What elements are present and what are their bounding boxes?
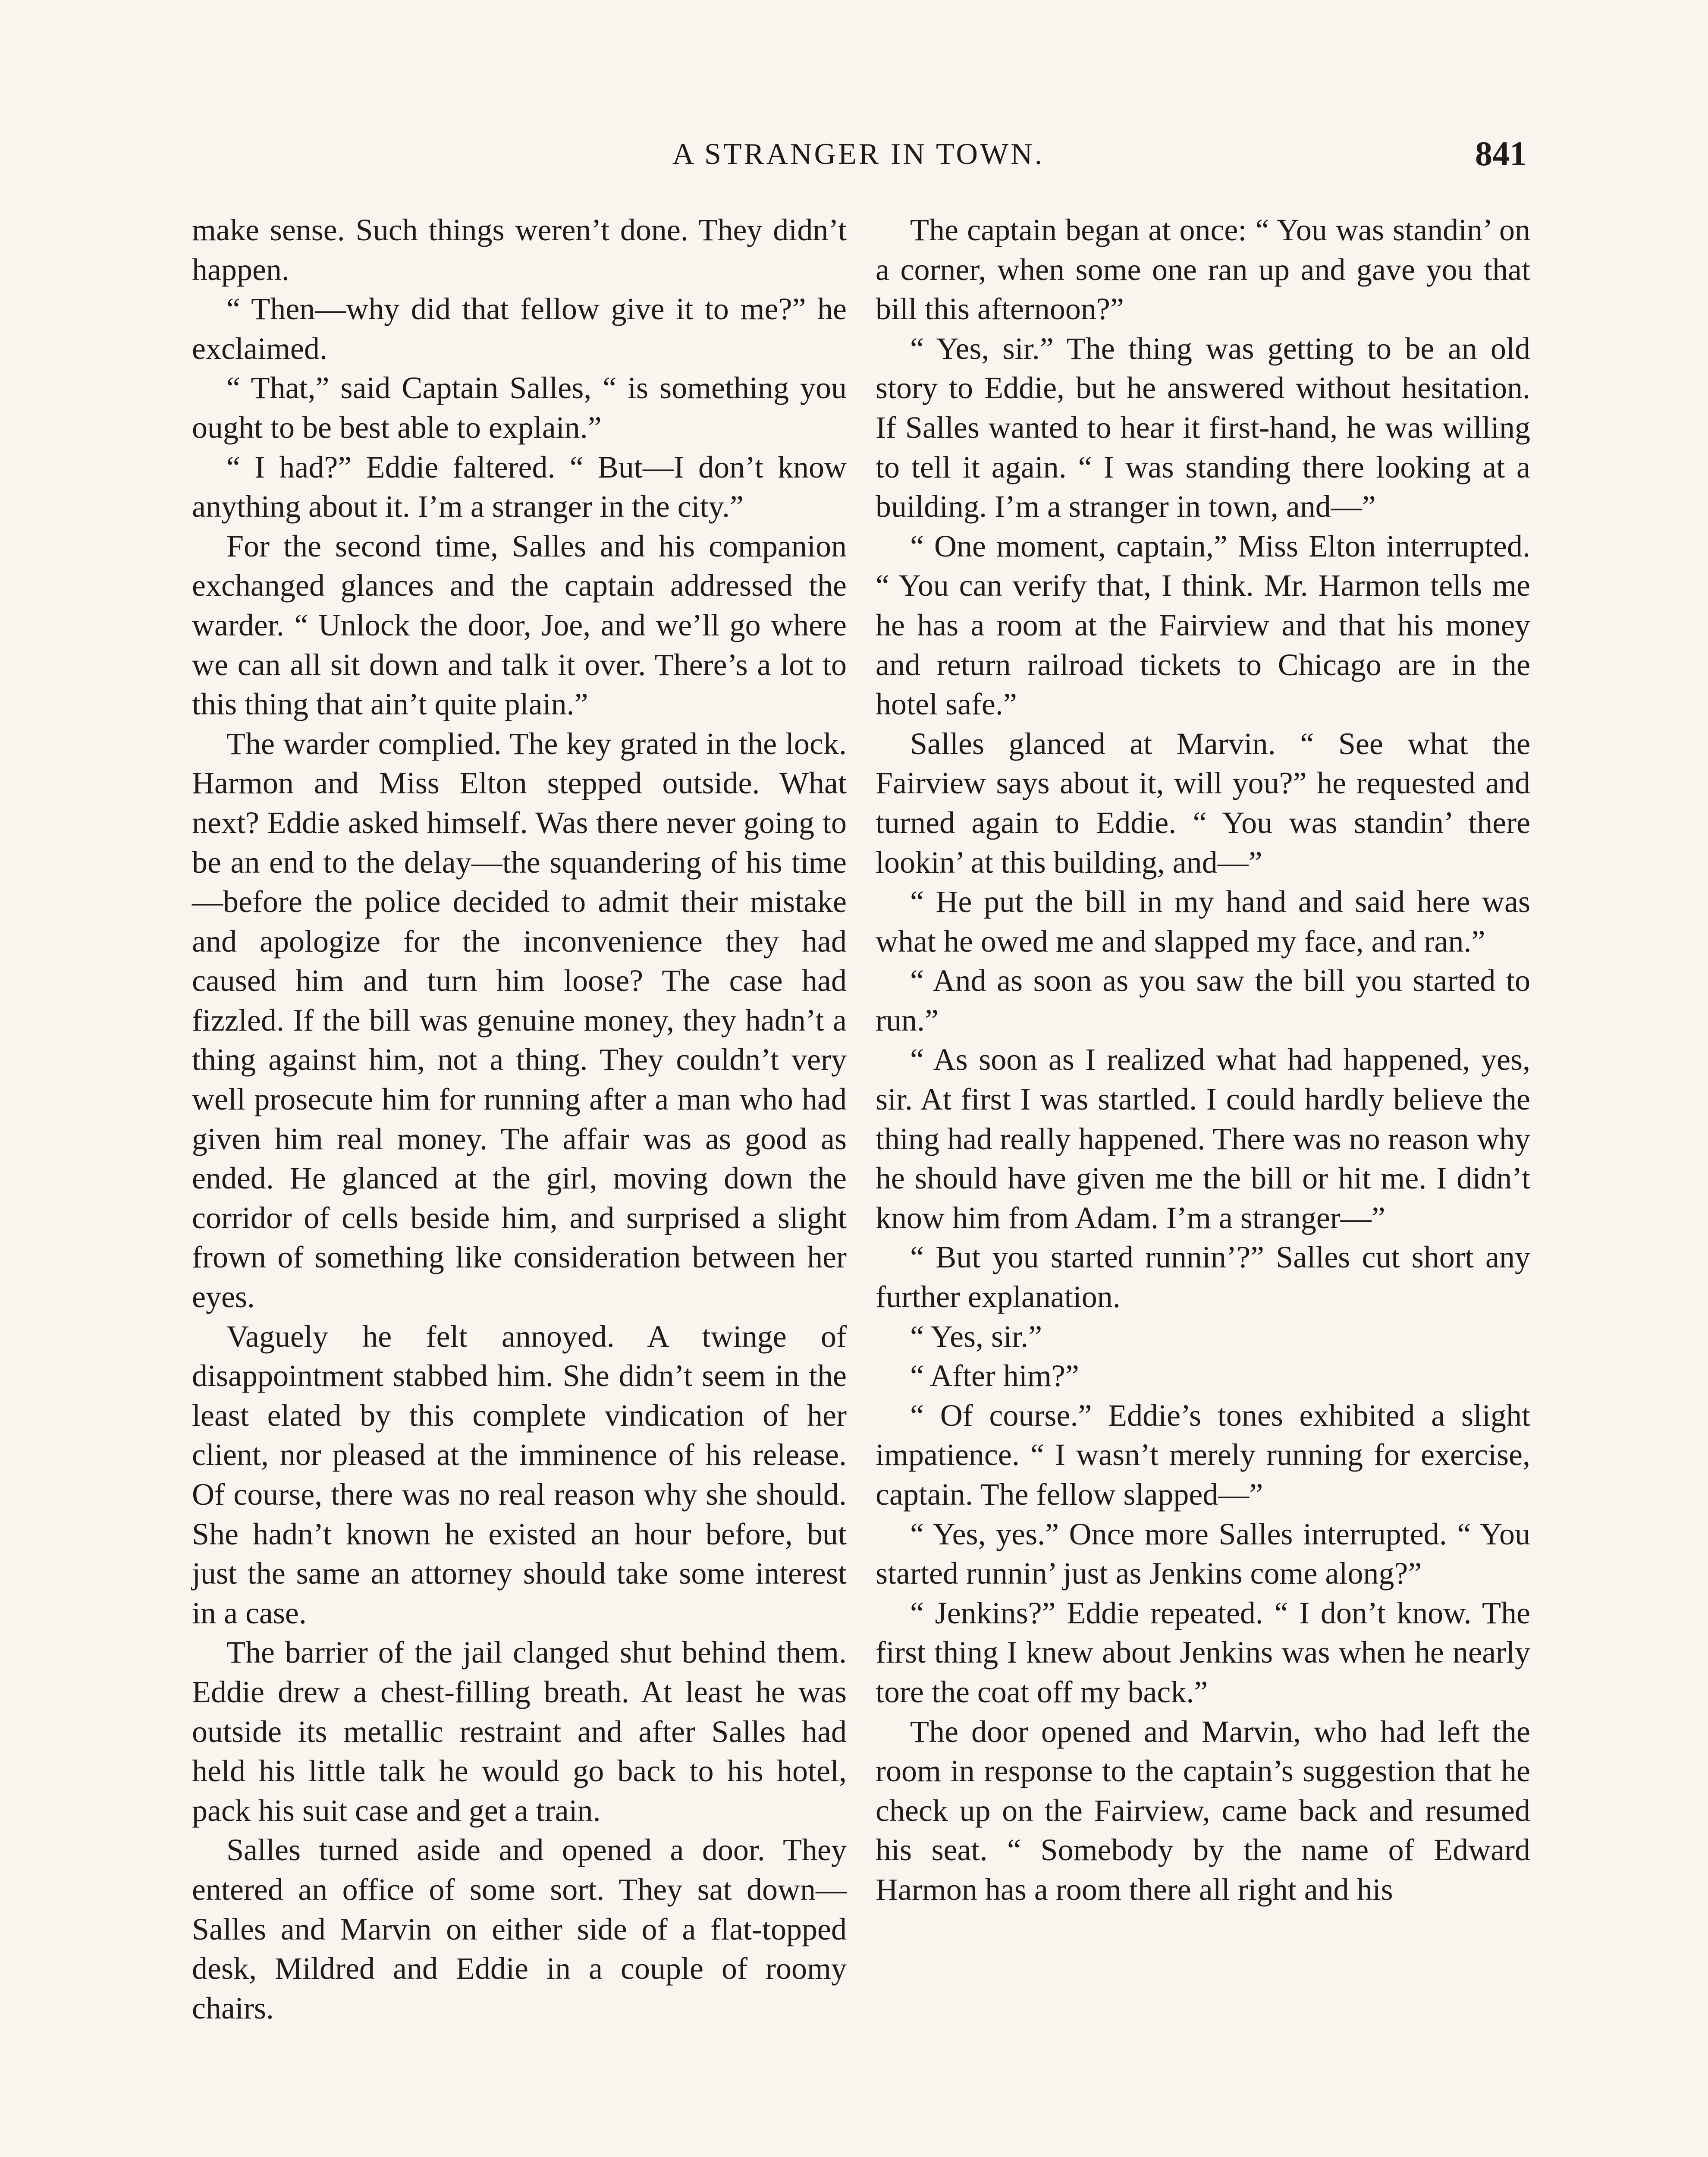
paragraph: The captain began at once: “ You was standin’ on a corner, when some one ran up and gave you that bill this afternoon?” [876,213,1530,327]
paragraph: The door opened and Marvin, who had left the room in response to the captain’s suggestion that he check up on the Fairview, came back and resumed his seat. “ Somebody by the name of Edward Harmon has a room there all right and his [876,1714,1530,1907]
paragraph: “ Jenkins?” Eddie repeated. “ I don’t know. The first thing I knew about Jenkins was when he nearly tore the coat off my back.” [876,1595,1530,1709]
paragraph: “ I had?” Eddie faltered. “ But—I don’t know anything about it. I’m a stranger in the city.” [192,450,847,524]
paragraph: “ Of course.” Eddie’s tones exhibited a slight impatience. “ I wasn’t merely running for exercise, captain. The fellow slapped—” [876,1398,1530,1512]
paragraph: The warder complied. The key grated in the lock. Harmon and Miss Elton stepped outside. What next? Eddie asked himself. Was there never going to be an end to the delay—the squandering of his time—before the police decided to admit their mistake and apologize for the inconvenience they had caused him and turn him loose? The case had fizzled. If the bill was genuine money, they hadn’t a thing against him, not a thing. They couldn’t very well prosecute him for running after a man who had given him real money. The affair was as good as ended. He glanced at the girl, moving down the corridor of cells beside him, and surprised a slight frown of something like consideration between her eyes. [192,726,847,1314]
paragraph: “ As soon as I realized what had happened, yes, sir. At first I was startled. I could hardly believe the thing had really happened. There was no reason why he should have given me the bill or hit me. I didn’t know him from Adam. I’m a stranger—” [876,1042,1530,1235]
paragraph: Salles turned aside and opened a door. They entered an office of some sort. They sat down—Salles and Marvin on either side of a flat-topped desk, Mildred and Eddie in a couple of roomy chairs. [192,1833,847,2025]
page-number: 841 [1475,135,1527,173]
paragraph: “ That,” said Captain Salles, “ is something you ought to be best able to explain.” [192,371,847,445]
paragraph: make sense. Such things weren’t done. They didn’t happen. [192,213,847,287]
paragraph: “ But you started runnin’?” Salles cut short any further explanation. [876,1240,1530,1314]
left-column [192,211,847,2028]
running-head [190,137,1527,180]
paragraph: For the second time, Salles and his companion exchanged glances and the captain addressed the warder. “ Unlock the door, Joe, and we’ll go where we can all sit down and talk it over. There’s a lot to this thing that ain’t quite plain.” [192,528,847,722]
paragraph: “ After him?” [910,1358,1079,1393]
paragraph: Vaguely he felt annoyed. A twinge of disappointment stabbed him. She didn’t seem in the least elated by this complete vindication of her client, nor pleased at the imminence of his release. Of course, there was no real reason why she should. She hadn’t known he existed an hour before, but just the same an attorney should take some interest in a case. [192,1319,847,1630]
paragraph: Salles glanced at Marvin. “ See what the Fairview says about it, will you?” he requested and turned again to Eddie. “ You was standin’ there lookin’ at this building, and—” [876,726,1530,880]
paragraph: The barrier of the jail clanged shut behind them. Eddie drew a chest-filling breath. At least he was outside its metallic restraint and after Salles had held his little talk he would go back to his hotel, pack his suit case and get a train. [192,1635,847,1828]
paragraph: “ Yes, sir.” [910,1319,1042,1354]
paragraph: “ Then—why did that fellow give it to me?” he exclaimed. [192,292,847,366]
paragraph: “ Yes, sir.” The thing was getting to be an old story to Eddie, but he answered without hesitation. If Salles wanted to hear it first-hand, he was willing to tell it again. “ I was standing there looking at a building. I’m a stranger in town, and—” [876,331,1530,524]
paragraph: “ And as soon as you saw the bill you started to run.” [876,963,1530,1038]
paragraph: “ Yes, yes.” Once more Salles interrupted. “ You started runnin’ just as Jenkins come along?” [876,1516,1530,1591]
right-column [876,211,1530,1910]
paragraph: “ One moment, captain,” Miss Elton interrupted. “ You can verify that, I think. Mr. Harmon tells me he has a room at the Fairview and that his money and return railroad tickets to Chicago are in the hotel safe.” [876,528,1530,722]
paragraph: “ He put the bill in my hand and said here was what he owed me and slapped my face, and ran.” [876,884,1530,959]
running-title: A STRANGER IN TOWN. [672,138,1045,171]
